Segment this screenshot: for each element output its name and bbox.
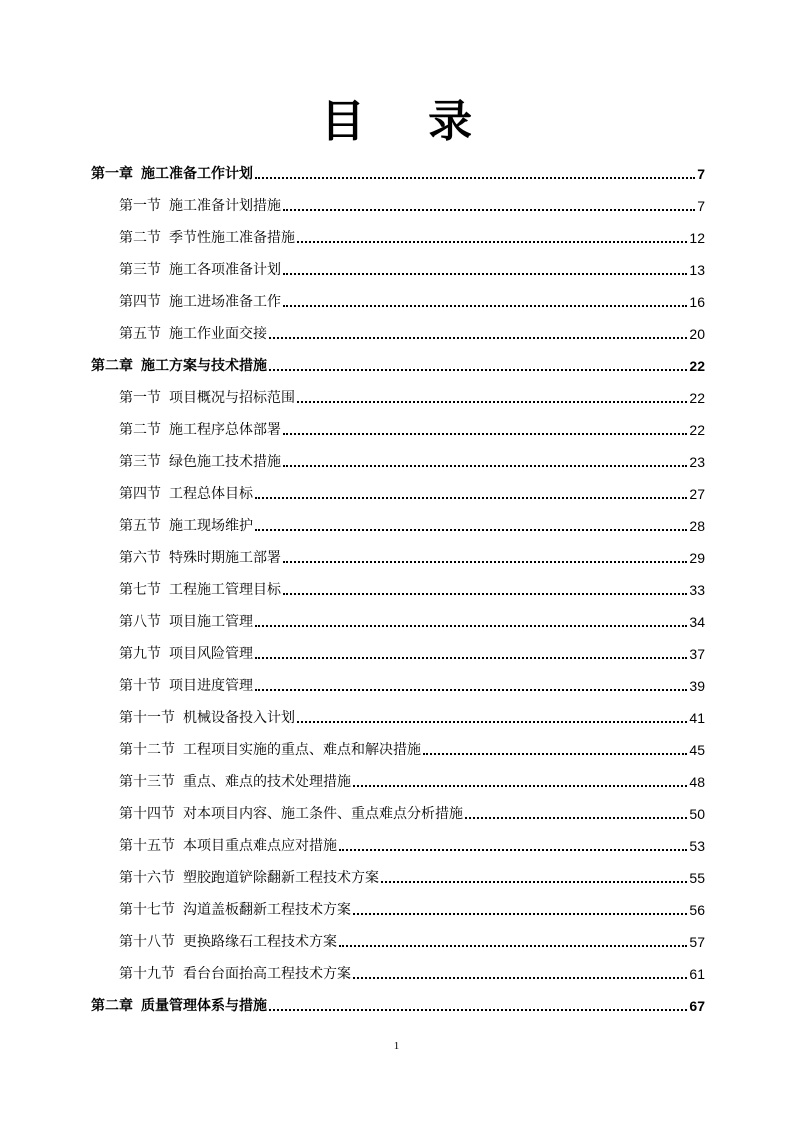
toc-section-title: 施工程序总体部署 — [169, 422, 281, 438]
toc-section-title: 施工准备计划措施 — [169, 198, 281, 214]
toc-page-number: 50 — [689, 806, 705, 822]
toc-section[interactable] — [119, 512, 705, 536]
toc-section-number: 第十四节 — [119, 806, 175, 822]
toc-section-title: 绿色施工技术措施 — [169, 454, 281, 470]
toc-page-number: 45 — [689, 742, 705, 758]
toc-section-number: 第十六节 — [119, 870, 175, 886]
toc-section-title: 项目概况与招标范围 — [169, 390, 295, 406]
toc-leader-dots — [283, 273, 687, 275]
toc-page-number: 61 — [689, 966, 705, 982]
toc-section[interactable] — [119, 576, 705, 600]
toc-section[interactable] — [119, 480, 705, 504]
toc-section-title: 施工作业面交接 — [169, 326, 267, 342]
toc-section-title: 本项目重点难点应对措施 — [183, 838, 337, 854]
toc-section-title: 工程总体目标 — [169, 486, 253, 502]
toc-page-number: 12 — [689, 230, 705, 246]
toc-section-number: 第七节 — [119, 582, 161, 598]
toc-leader-dots — [465, 817, 687, 819]
toc-section-number: 第十九节 — [119, 966, 175, 982]
toc-section-title: 施工各项准备计划 — [169, 262, 281, 278]
toc-section-number: 第二节 — [119, 230, 161, 246]
toc-section[interactable] — [119, 960, 705, 984]
toc-section[interactable] — [119, 864, 705, 888]
toc-section[interactable] — [119, 608, 705, 632]
toc-section-number: 第十五节 — [119, 838, 175, 854]
toc-section-number: 第六节 — [119, 550, 161, 566]
toc-page-number: 34 — [689, 614, 705, 630]
toc-chapter-title: 质量管理体系与措施 — [141, 998, 267, 1014]
toc-section-number: 第四节 — [119, 294, 161, 310]
toc-leader-dots — [255, 689, 687, 691]
toc-page-number: 48 — [689, 774, 705, 790]
toc-section[interactable] — [119, 736, 705, 760]
toc-section-title: 沟道盖板翻新工程技术方案 — [183, 902, 351, 918]
toc-section-title: 施工现场维护 — [169, 518, 253, 534]
toc-section[interactable] — [119, 288, 705, 312]
toc-leader-dots — [283, 433, 687, 435]
toc-page-number: 7 — [697, 166, 705, 182]
toc-section-number: 第十七节 — [119, 902, 175, 918]
toc-section-title: 工程施工管理目标 — [169, 582, 281, 598]
toc-section-number: 第三节 — [119, 262, 161, 278]
toc-section-number: 第十三节 — [119, 774, 175, 790]
toc-page-number: 33 — [689, 582, 705, 598]
toc-section[interactable] — [119, 672, 705, 696]
toc-section-number: 第九节 — [119, 646, 161, 662]
toc-leader-dots — [269, 1009, 687, 1011]
toc-leader-dots — [255, 529, 687, 531]
toc-section-title: 看台台面抬高工程技术方案 — [183, 966, 351, 982]
toc-section[interactable] — [119, 192, 705, 216]
toc-section[interactable] — [119, 896, 705, 920]
toc-page-number: 53 — [689, 838, 705, 854]
toc-page-number: 57 — [689, 934, 705, 950]
toc-section-title: 项目进度管理 — [169, 678, 253, 694]
toc-section[interactable] — [119, 256, 705, 280]
toc-section-number: 第十二节 — [119, 742, 175, 758]
toc-section[interactable] — [119, 416, 705, 440]
toc-chapter-title: 施工方案与技术措施 — [141, 358, 267, 374]
toc-section-number: 第五节 — [119, 518, 161, 534]
toc-section-number: 第五节 — [119, 326, 161, 342]
toc-leader-dots — [339, 945, 687, 947]
toc-section-title: 更换路缘石工程技术方案 — [183, 934, 337, 950]
toc-section-title: 对本项目内容、施工条件、重点难点分析措施 — [183, 806, 463, 822]
toc-section-title: 项目施工管理 — [169, 614, 253, 630]
toc-section-title: 重点、难点的技术处理措施 — [183, 774, 351, 790]
toc-chapter-number: 第二章 — [91, 998, 133, 1014]
toc-leader-dots — [269, 369, 687, 371]
toc-leader-dots — [283, 465, 687, 467]
toc-page-number: 7 — [697, 198, 705, 214]
toc-section-number: 第一节 — [119, 198, 161, 214]
toc-leader-dots — [381, 881, 687, 883]
toc-leader-dots — [255, 625, 687, 627]
toc-leader-dots — [297, 241, 687, 243]
toc-leader-dots — [283, 593, 687, 595]
page-title: 目 录 — [320, 96, 497, 147]
toc-chapter-2[interactable] — [91, 352, 705, 376]
toc-section-number: 第十一节 — [119, 710, 175, 726]
toc-section[interactable] — [119, 928, 705, 952]
toc-section-number: 第十节 — [119, 678, 161, 694]
toc-page-number: 56 — [689, 902, 705, 918]
toc-section-number: 第二节 — [119, 422, 161, 438]
toc-section-number: 第一节 — [119, 390, 161, 406]
toc-chapter-title: 施工准备工作计划 — [141, 166, 253, 182]
toc-page-number: 22 — [689, 390, 705, 406]
toc-section-number: 第三节 — [119, 454, 161, 470]
toc-section[interactable] — [119, 800, 705, 824]
toc-chapter-number: 第二章 — [91, 358, 133, 374]
toc-leader-dots — [269, 337, 687, 339]
toc-page-number: 22 — [689, 358, 705, 374]
toc-section-title: 工程项目实施的重点、难点和解决措施 — [183, 742, 421, 758]
toc-section[interactable] — [119, 544, 705, 568]
toc-leader-dots — [297, 721, 687, 723]
toc-chapter-number: 第一章 — [91, 166, 133, 182]
toc-section-title: 机械设备投入计划 — [183, 710, 295, 726]
toc-leader-dots — [353, 913, 687, 915]
toc-section-number: 第八节 — [119, 614, 161, 630]
toc-page-number: 22 — [689, 422, 705, 438]
toc-section-title: 特殊时期施工部署 — [169, 550, 281, 566]
toc-section-title: 塑胶跑道铲除翻新工程技术方案 — [183, 870, 379, 886]
toc-leader-dots — [353, 977, 687, 979]
toc-leader-dots — [339, 849, 687, 851]
toc-section-title: 项目风险管理 — [169, 646, 253, 662]
toc-section[interactable] — [119, 320, 705, 344]
toc-page-number: 27 — [689, 486, 705, 502]
toc-leader-dots — [255, 497, 687, 499]
toc-section[interactable] — [119, 384, 705, 408]
toc-section-number: 第十八节 — [119, 934, 175, 950]
toc-leader-dots — [297, 401, 687, 403]
toc-page-number: 29 — [689, 550, 705, 566]
toc-page-number: 39 — [689, 678, 705, 694]
toc-leader-dots — [423, 753, 687, 755]
toc-page-number: 67 — [689, 998, 705, 1014]
toc-leader-dots — [283, 561, 687, 563]
toc-section-number: 第四节 — [119, 486, 161, 502]
toc-section-title: 季节性施工准备措施 — [169, 230, 295, 246]
toc-section[interactable] — [119, 832, 705, 856]
toc-page-number: 28 — [689, 518, 705, 534]
toc-section[interactable] — [119, 704, 705, 728]
toc-chapter-3[interactable] — [91, 992, 705, 1016]
toc-section[interactable] — [119, 448, 705, 472]
toc-page-number: 16 — [689, 294, 705, 310]
toc-leader-dots — [255, 657, 687, 659]
toc-leader-dots — [353, 785, 687, 787]
toc-page-number: 20 — [689, 326, 705, 342]
toc-page-number: 55 — [689, 870, 705, 886]
toc-section-title: 施工进场准备工作 — [169, 294, 281, 310]
toc-section[interactable] — [119, 224, 705, 248]
toc-section[interactable] — [119, 640, 705, 664]
toc-page-number: 13 — [689, 262, 705, 278]
toc-leader-dots — [283, 305, 687, 307]
toc-page-number: 37 — [689, 646, 705, 662]
toc-leader-dots — [283, 209, 695, 211]
toc-section[interactable] — [119, 768, 705, 792]
toc-page-number: 23 — [689, 454, 705, 470]
toc-chapter-1[interactable] — [91, 160, 705, 184]
toc-leader-dots — [255, 177, 695, 179]
footer-page-number: 1 — [393, 1040, 400, 1052]
toc-page-number: 41 — [689, 710, 705, 726]
